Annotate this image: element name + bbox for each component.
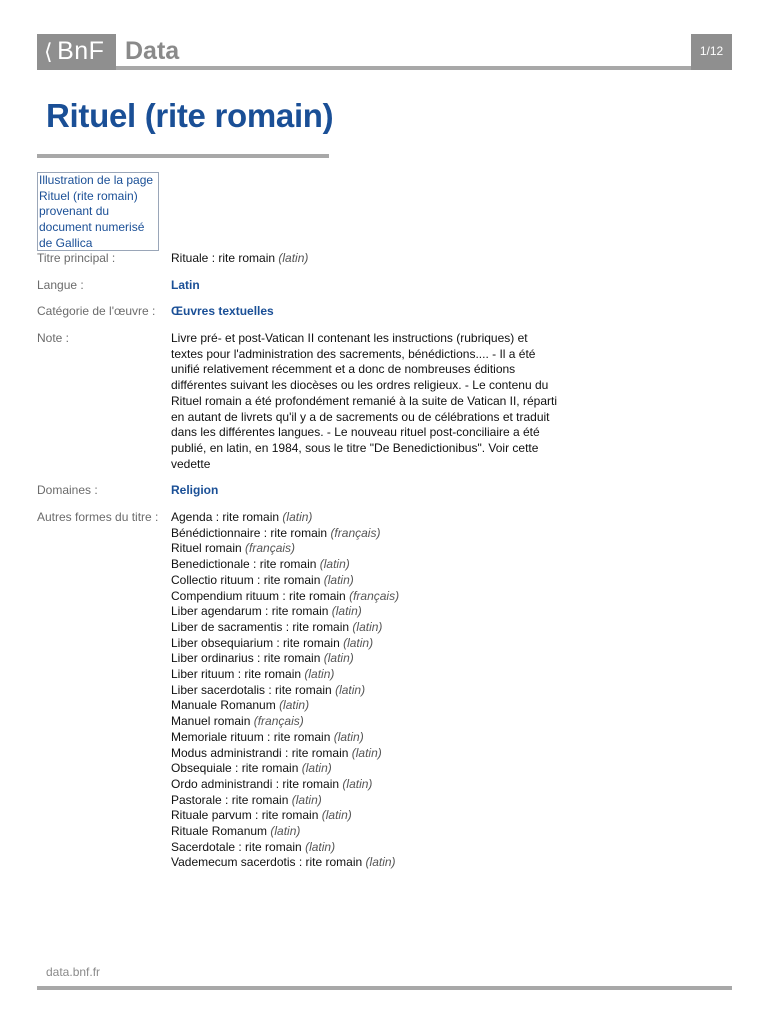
alt-form-item [171,620,577,636]
category-link[interactable]: Œuvres textuelles [171,304,274,318]
alt-form-item [171,589,577,605]
alt-form-item [171,651,577,667]
field-label: Domaines : [37,483,98,497]
alt-form-item [171,777,577,793]
alt-form-item [171,573,577,589]
lang-tag: (latin) [270,824,301,839]
alt-form-text: Liber obsequiarium : rite romain [171,635,340,650]
field-value [171,483,577,499]
lang-tag: (latin) [291,792,322,807]
field-langue [37,278,577,304]
field-domaines [37,483,577,510]
field-note [37,331,577,483]
alt-form-text: Modus administrandi : rite romain [171,745,349,760]
field-autres-formes [37,510,577,871]
alt-form-item [171,557,577,573]
title-value: Rituale : rite romain [171,251,276,265]
field-titre-principal [37,251,577,278]
lang-tag: (latin) [331,604,362,619]
field-value [171,304,577,320]
lang-tag: (latin) [304,667,335,682]
alt-form-item [171,714,577,730]
lang-tag: (latin) [323,651,354,666]
alt-form-text: Obsequiale : rite romain [171,761,299,776]
lang-tag: (latin) [351,745,382,760]
alt-form-text: Agenda : rite romain [171,510,280,524]
alt-form-text: Liber de sacramentis : rite romain [171,619,350,634]
lang-tag: (latin) [352,619,383,634]
alt-form-item [171,604,577,620]
gallica-illustration[interactable]: Illustration de la page Rituel (rite romain) provenant du document numerisé de Gallica [37,172,159,251]
lang-tag: (latin) [278,251,309,265]
alt-form-text: Ordo administrandi : rite romain [171,776,340,791]
lang-tag: (latin) [333,729,364,744]
language-link[interactable]: Latin [171,278,200,292]
note-text: Livre pré- et post-Vatican II contenant les instructions (rubriques) et textes pour l'administration des sacrements, bénédictions.... - Il a été unifié relativement récemment et a donc de nombreuses éditions différentes suivant les diocèses ou les ordres religieux. - Le contenu du Rituel romain a été profondément remanié à la suite de Vatican II, réparti en autant de livrets qu'il y a de sacrements ou de célébrations et traduit dans les différentes langues. - Le nouveau rituel post-conciliaire a été publié, en latin, en 1984, sous le titre "De Benedictionibus". Voir cette vedette [171,331,557,471]
lang-tag: (français) [245,541,296,556]
page-indicator: 1/12 [691,34,732,70]
lang-tag: (latin) [323,572,354,587]
alt-form-item [171,840,577,856]
field-categorie [37,304,577,331]
alt-form-text: Bénédictionnaire : rite romain [171,525,328,540]
alt-form-item [171,510,577,526]
alt-form-item [171,526,577,542]
field-label: Langue : [37,278,84,292]
alt-forms-list [171,510,577,871]
lang-tag: (latin) [342,776,373,791]
header-bar [37,34,732,70]
title-divider [37,154,329,158]
lang-tag: (latin) [301,761,332,776]
lang-tag: (latin) [343,635,374,650]
alt-form-item [171,808,577,824]
alt-form-text: Sacerdotale : rite romain [171,839,302,854]
alt-form-item [171,541,577,557]
alt-form-text: Liber ordinarius : rite romain [171,651,321,666]
alt-form-text: Manuale Romanum [171,698,276,713]
alt-form-item [171,698,577,714]
domain-link[interactable]: Religion [171,483,219,497]
lang-tag: (français) [330,525,381,540]
alt-form-text: Liber rituum : rite romain [171,667,302,682]
lang-tag: (latin) [279,698,310,713]
alt-form-item [171,746,577,762]
logo-bracket-icon: ⟨ [44,39,54,64]
alt-form-text: Rituel romain [171,541,242,556]
lang-tag: (français) [253,714,304,729]
alt-form-text: Benedictionale : rite romain [171,557,317,572]
lang-tag: (latin) [365,855,396,870]
app-title[interactable]: Data [125,37,180,65]
logo-text: BnF [57,37,105,65]
alt-form-text: Rituale Romanum [171,824,268,839]
alt-form-item [171,636,577,652]
lang-tag: (latin) [321,808,352,823]
field-value [171,251,577,267]
alt-form-text: Manuel romain [171,714,251,729]
lang-tag: (latin) [282,510,313,524]
lang-tag: (français) [349,588,400,603]
alt-form-text: Pastorale : rite romain [171,792,289,807]
lang-tag: (latin) [335,682,366,697]
page-title: Rituel (rite romain) [46,97,334,134]
alt-form-text: Liber sacerdotalis : rite romain [171,682,332,697]
alt-form-text: Liber agendarum : rite romain [171,604,329,619]
alt-form-item [171,793,577,809]
alt-form-item [171,730,577,746]
alt-form-item [171,824,577,840]
footer-url[interactable]: data.bnf.fr [46,965,101,979]
alt-form-text: Rituale parvum : rite romain [171,808,319,823]
field-label: Autres formes du titre : [37,510,159,524]
lang-tag: (latin) [305,839,336,854]
alt-form-item [171,855,577,871]
alt-form-text: Memoriale rituum : rite romain [171,729,331,744]
field-value [171,278,577,294]
alt-form-item [171,683,577,699]
lang-tag: (latin) [319,557,350,572]
alt-form-text: Vademecum sacerdotis : rite romain [171,855,363,870]
bnf-logo[interactable] [37,34,116,70]
footer-divider [37,986,732,990]
alt-form-item [171,761,577,777]
metadata-list [37,251,577,871]
field-label: Note : [37,331,70,345]
alt-form-text: Collectio rituum : rite romain [171,572,321,587]
field-label: Titre principal : [37,251,116,265]
alt-form-item [171,667,577,683]
field-label: Catégorie de l'œuvre : [37,304,156,318]
alt-form-text: Compendium rituum : rite romain [171,588,346,603]
